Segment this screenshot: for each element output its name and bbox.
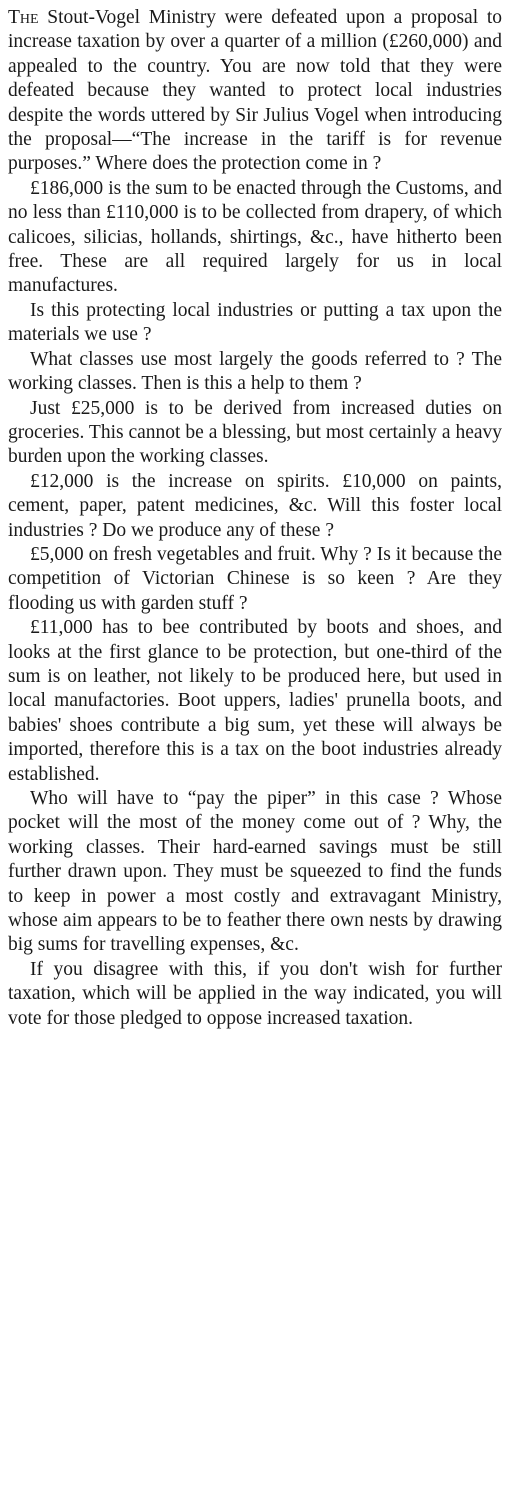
paragraph-2: £186,000 is the sum to be enacted through the Customs, and no less than £110,000 is to be collected from drapery, of which calicoes, silicias, hollands, shirtings, &c., have hitherto been free. These are all required largely for us in local manufactures. <box>8 177 502 297</box>
paragraph-6: £12,000 is the increase on spirits. £10,000 on paints, cement, paper, patent medicines, &c. Will this foster local industries ? Do we produce any of these ? <box>8 470 502 541</box>
paragraph-1-text: Stout-Vogel Ministry were defeated upon a proposal to increase taxation by over a quarter of a million (£260,000) and appealed to the country. You are now told that they were defeated because they wanted to protect local industries despite the words uttered by Sir Julius Vogel when introducing the proposal—“The increase in the tariff is for revenue purposes.” Where does the protection come in ? <box>8 7 502 175</box>
paragraph-8: £11,000 has to bee contributed by boots and shoes, and looks at the first glance to be protection, but one-third of the sum is on leather, not likely to be produced here, but used in local manufactories. Boot uppers, ladies' prunella boots, and babies' shoes contribute a big sum, yet these will always be imported, therefore this is a tax on the boot industries already established. <box>8 617 502 785</box>
lead-word: The <box>8 7 39 28</box>
paragraph-1 <box>8 6 502 177</box>
paragraph-3: Is this protecting local industries or putting a tax upon the materials we use ? <box>8 299 502 346</box>
article-column <box>8 0 502 1031</box>
paragraph-10: If you disagree with this, if you don't wish for further taxation, which will be applied in the way indicated, you will vote for those pledged to oppose increased taxation. <box>8 958 502 1029</box>
paragraph-7: £5,000 on fresh vegetables and fruit. Why ? Is it because the competition of Victorian Chinese is so keen ? Are they flooding us with garden stuff ? <box>8 543 502 614</box>
paragraph-4: What classes use most largely the goods referred to ? The working classes. Then is this a help to them ? <box>8 348 502 395</box>
paragraph-9: Who will have to “pay the piper” in this case ? Whose pocket will the most of the money come out of ? Why, the working classes. Their hard-earned savings must be still further drawn upon. They must be squeezed to find the funds to keep in power a most costly and extravagant Ministry, whose aim appears to be to feather there own nests by drawing big sums for travelling expenses, &c. <box>8 788 502 956</box>
paragraph-5: Just £25,000 is to be derived from increased duties on groceries. This cannot be a blessing, but most certainly a heavy burden upon the working classes. <box>8 397 502 468</box>
